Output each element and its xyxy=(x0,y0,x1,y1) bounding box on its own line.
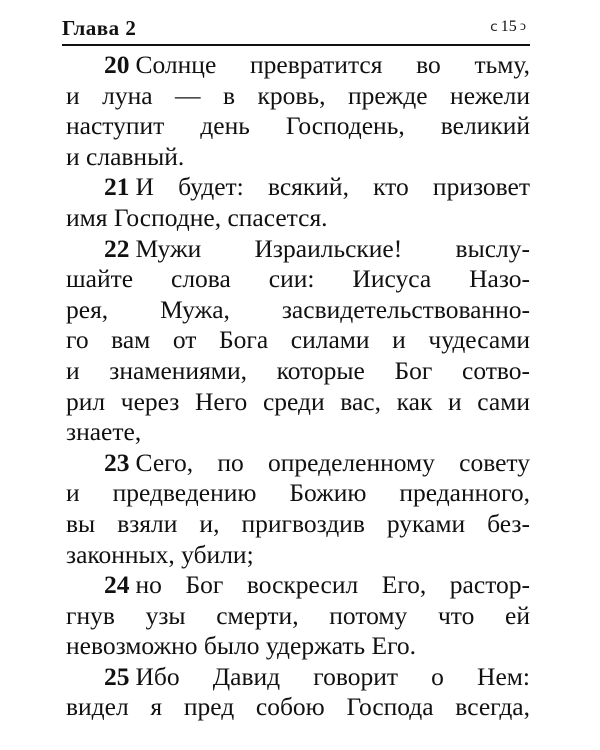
verse-23 xyxy=(66,448,530,570)
verse-number: 25 xyxy=(104,661,130,691)
verse-number: 24 xyxy=(104,570,130,600)
verse-line: рил через Него среди вас, как и сами xyxy=(66,386,530,416)
header-rule xyxy=(62,44,530,46)
verse-20 xyxy=(66,50,530,172)
verse-line: видел я пред собою Господа всегда, xyxy=(66,692,530,722)
chapter-title: Глава 2 xyxy=(62,16,137,40)
verse-21 xyxy=(66,172,530,233)
verse-number: 20 xyxy=(104,50,130,79)
left-ornament-icon: ⅽ xyxy=(490,19,498,35)
verse-line: и знамениями, которые Бог сотво- xyxy=(66,355,530,385)
page-number-group xyxy=(490,18,526,36)
verse-number: 23 xyxy=(104,447,130,477)
verse-line: 20 Солнце превратится во тьму, xyxy=(104,50,530,79)
verse-line: законных, убили; xyxy=(66,539,254,569)
verse-line: го вам от Бога силами и чудесами xyxy=(66,325,530,355)
verse-line: вы взяли и, пригвоздив руками без- xyxy=(66,508,530,538)
verse-line: 24 но Бог воскресил Его, растор- xyxy=(104,570,530,600)
verse-line: 23 Сего, по определенному совету xyxy=(104,447,530,477)
verse-number: 21 xyxy=(104,172,130,202)
verse-line: гнув узы смерти, потому что ей xyxy=(66,600,530,630)
verse-line: рея, Мужа, засвидетельствованно- xyxy=(66,294,530,324)
verse-25 xyxy=(66,662,530,723)
verse-line: шайте слова сии: Иисуса Назо- xyxy=(66,264,530,294)
page-header xyxy=(62,14,532,44)
verse-line: 21 И будет: всякий, кто призовет xyxy=(104,172,530,202)
verse-22 xyxy=(66,234,530,448)
verse-line: и луна — в кровь, прежде нежели xyxy=(66,80,530,110)
verse-line: наступит день Господень, великий xyxy=(66,111,530,141)
page-number: 15 xyxy=(500,18,517,35)
right-ornament-icon: ↄ xyxy=(519,19,526,34)
verse-line: и предведению Божию преданного, xyxy=(66,478,530,508)
verse-line: имя Господне, спасется. xyxy=(66,202,328,232)
verse-line: 22 Мужи Израильские! выслу- xyxy=(104,233,530,263)
verse-line: знаете, xyxy=(66,417,142,447)
verse-line: и славный. xyxy=(66,141,185,171)
scripture-text xyxy=(66,50,530,723)
verse-line: невозможно было удержать Его. xyxy=(66,631,417,661)
verse-24 xyxy=(66,570,530,662)
verse-number: 22 xyxy=(104,233,130,263)
verse-line: 25 Ибо Давид говорит о Нем: xyxy=(104,661,530,691)
